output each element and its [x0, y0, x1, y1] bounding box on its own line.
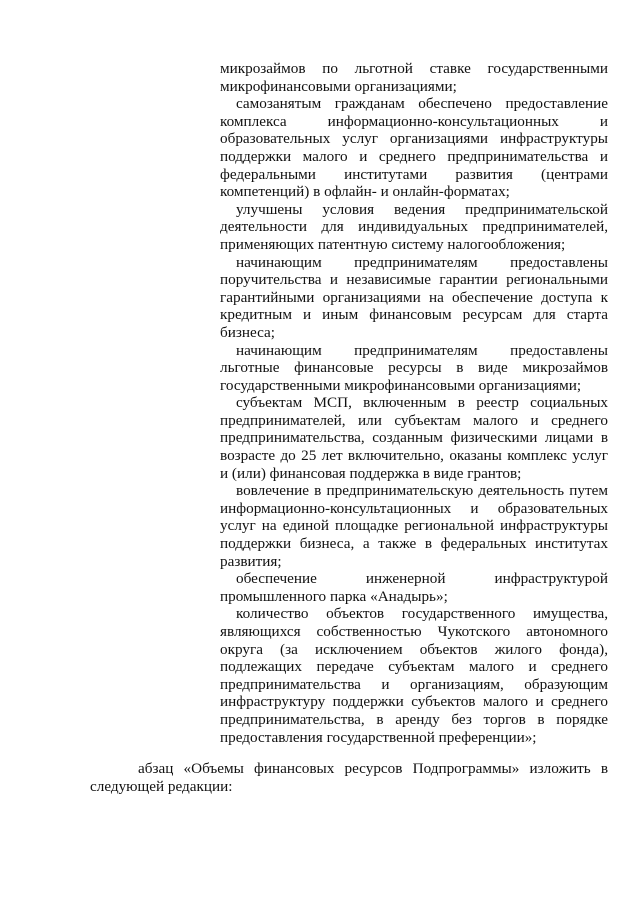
paragraph-amendment-instruction: абзац «Объемы финансовых ресурсов Подпрограммы» изложить в следующей редакции:: [90, 760, 608, 795]
paragraph-guarantees: начинающим предпринимателям предоставлены поручительства и независимые гарантии региональными гарантийными организациями на обеспечение доступа к кредитным и иным финансовым ресурсам для старта бизнеса;: [220, 253, 608, 341]
paragraph-patent-system: улучшены условия ведения предпринимательской деятельности для индивидуальных предпринимателей, применяющих патентную систему налогообложения;: [220, 200, 608, 253]
paragraph-state-property: количество объектов государственного имущества, являющихся собственностью Чукотского автономного округа (за исключением объектов жилого фонда), подлежащих передаче субъектам малого и среднего предпринимательства и организациям, образующим инфраструктуру поддержки субъектов малого и среднего предпринимательства, в аренду без торгов в порядке предоставления государственной преференции»;: [220, 605, 608, 746]
passport-text-column: [220, 60, 608, 746]
paragraph-social-entrepreneurs: субъектам МСП, включенным в реестр социальных предпринимателей, или субъектам малого и среднего предпринимательства, созданным физическими лицами в возрасте до 25 лет включительно, оказаны комплекс услуг и (или) финансовая поддержка в виде грантов;: [220, 394, 608, 482]
paragraph-involvement: вовлечение в предпринимательскую деятельность путем информационно-консультационных и образовательных услуг на единой площадке региональной инфраструктуры поддержки бизнеса, а также в федеральных институтах развития;: [220, 482, 608, 570]
paragraph-microloans-continued: микрозаймов по льготной ставке государственными микрофинансовыми организациями;: [220, 60, 608, 95]
paragraph-preferential-resources: начинающим предпринимателям предоставлены льготные финансовые ресурсы в виде микрозаймов государственными микрофинансовыми организациями;: [220, 341, 608, 394]
paragraph-industrial-park: обеспечение инженерной инфраструктурой промышленного парка «Анадырь»;: [220, 570, 608, 605]
paragraph-self-employed: самозанятым гражданам обеспечено предоставление комплекса информационно-консультационных и образовательных услуг организациями инфраструктуры поддержки малого и среднего предпринимательства и федеральными институтами развития (центрами компетенций) в офлайн- и онлайн-форматах;: [220, 95, 608, 201]
